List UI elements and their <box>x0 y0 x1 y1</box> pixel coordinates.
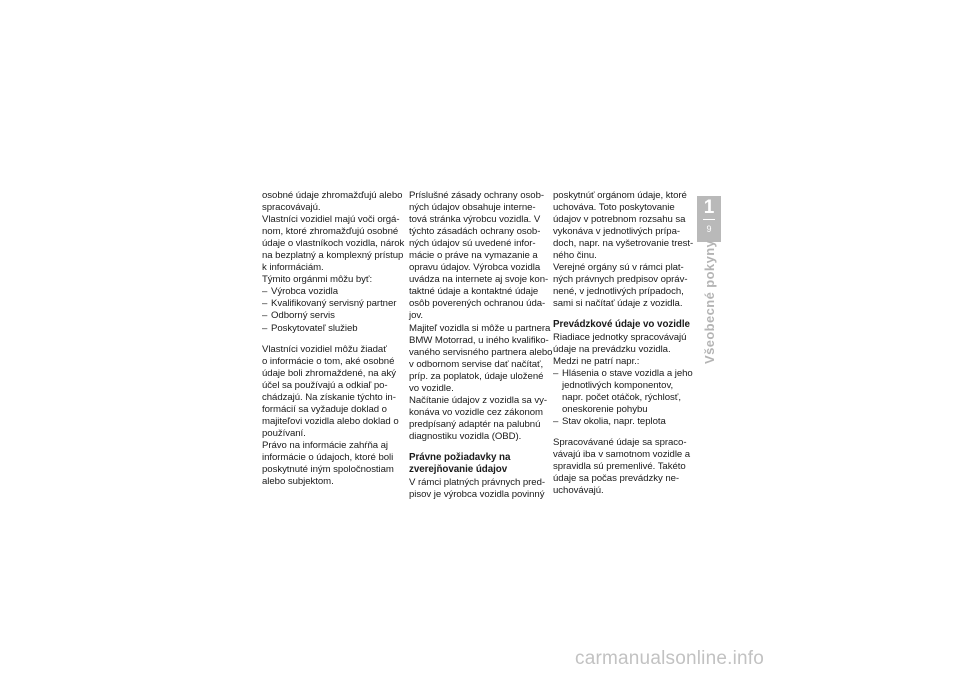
dash-bullet: – <box>262 310 268 322</box>
text-line: údaje boli zhromaždené, na aký <box>262 367 396 379</box>
text-line: BMW Motorrad, u iného kvalifiko- <box>409 334 549 346</box>
list-item <box>262 298 402 310</box>
text-line: diagnostiku vozidla (OBD). <box>409 430 522 442</box>
text-line: opravu údajov. Výrobca vozidla <box>409 262 541 274</box>
text-line: taktné údaje a kontaktné údaje <box>409 286 539 298</box>
text-line: Vlastníci vozidiel majú voči orgá- <box>262 214 400 226</box>
dash-bullet: – <box>262 286 268 298</box>
text-line: majiteľovi vozidla alebo doklad o <box>262 415 399 427</box>
text-line: ných údajov obsahuje interne- <box>409 202 536 214</box>
watermark: carmanualsonline.info <box>575 648 765 669</box>
text-line: Načítanie údajov z vozidla sa vy- <box>409 394 548 406</box>
dash-bullet: – <box>262 298 268 310</box>
list-item <box>262 286 402 298</box>
paragraph-gap <box>262 335 402 344</box>
list-item <box>262 323 402 335</box>
text-line: osobné údaje zhromažďujú alebo <box>262 190 403 201</box>
paragraph-gap <box>553 428 693 437</box>
text-column-3 <box>553 190 693 497</box>
text-line: doch, napr. na vyšetrovanie trest- <box>553 238 694 250</box>
text-line: týchto zásadách ochrany osob- <box>409 226 541 238</box>
list-item-text: Hlásenia o stave vozidla a jeho <box>562 367 693 379</box>
chapter-divider <box>703 219 715 220</box>
text-line: formácií sa vyžaduje doklad o <box>262 403 387 415</box>
text-line: údajov v potrebnom rozsahu sa <box>553 214 686 226</box>
text-line: údaje na prevádzku vozidla. <box>553 343 671 355</box>
text-line: pisov je výrobca vozidla povinný <box>409 488 545 500</box>
text-line: uchovávajú. <box>553 485 604 497</box>
section-heading-line: Prevádzkové údaje vo vozidle <box>553 319 690 331</box>
text-line: mácie o práve na vymazanie a <box>409 250 538 262</box>
chapter-number: 1 <box>703 197 715 218</box>
text-line: spravidla sú premenlivé. Takéto <box>553 461 686 473</box>
text-line: osôb poverených ochranou úda- <box>409 298 546 310</box>
text-line: údaje sa počas prevádzky ne- <box>553 473 680 485</box>
text-line: jov. <box>409 310 424 322</box>
text-line: ných údajov sú uvedené infor- <box>409 238 536 250</box>
text-line: o informácie o tom, aké osobné <box>262 355 395 367</box>
text-line: používaní. <box>262 427 306 439</box>
section-heading-line: Právne požiadavky na <box>409 451 511 463</box>
text-line: Spracovávané údaje sa spraco- <box>553 437 687 449</box>
text-line: Medzi ne patrí napr.: <box>553 355 640 367</box>
text-line: nené, v jednotlivých prípadoch, <box>553 286 684 298</box>
list-item-text: Stav okolia, napr. teplota <box>562 416 666 428</box>
dash-bullet: – <box>553 367 559 379</box>
text-line: poskytnúť orgánom údaje, ktoré <box>553 190 687 201</box>
text-line: chádzajú. Na získanie týchto in- <box>262 391 396 403</box>
text-line: sami si načítať údaje z vozidla. <box>553 298 683 310</box>
text-line: informácie o údajoch, ktoré boli <box>262 451 394 463</box>
dash-bullet: – <box>553 416 559 428</box>
text-line: Verejné orgány sú v rámci plat- <box>553 262 684 274</box>
list-item <box>262 310 402 322</box>
text-line: ného činu. <box>553 250 597 262</box>
text-line: príp. za poplatok, údaje uložené <box>409 370 544 382</box>
list-item-text: Poskytovateľ služieb <box>271 322 358 334</box>
text-line: uvádza na internete aj svoje kon- <box>409 274 549 286</box>
text-line: predpísaný adaptér na palubnú <box>409 418 541 430</box>
text-line: údaje o vlastníkoch vozidla, nárok <box>262 238 405 250</box>
text-line: uchováva. Toto poskytovanie <box>553 202 675 214</box>
text-line: V rámci platných právnych pred- <box>409 476 546 488</box>
text-line: spracovávajú. <box>262 202 321 214</box>
text-line: v odbornom servise dať načítať, <box>409 358 544 370</box>
text-line: vykonáva v jednotlivých prípa- <box>553 226 681 238</box>
text-line: Vlastníci vozidiel môžu žiadať <box>262 343 387 355</box>
text-line: vo vozidle. <box>409 382 454 394</box>
list-item-continuation: oneskorenie pohybu <box>562 404 648 416</box>
list-item-text: Odborný servis <box>271 310 335 322</box>
page-number: 9 <box>706 224 712 234</box>
list-item-continuation: jednotlivých komponentov, <box>562 379 674 391</box>
text-line: Týmito orgánmi môžu byť: <box>262 274 373 286</box>
list-item <box>553 368 693 380</box>
text-line: Riadiace jednotky spracovávajú <box>553 331 687 343</box>
text-line: Majiteľ vozidla si môže u partnera <box>409 322 551 334</box>
text-line: konáva vo vozidle cez zákonom <box>409 406 544 418</box>
paragraph-gap <box>409 443 549 452</box>
text-line: účel sa používajú a odkiaľ po- <box>262 379 388 391</box>
text-column-1 <box>262 190 405 488</box>
paragraph-gap <box>553 310 693 319</box>
text-line: tová stránka výrobcu vozidla. V <box>409 214 541 226</box>
text-line: k informáciám. <box>262 262 324 274</box>
dash-bullet: – <box>262 322 268 334</box>
section-heading-line: zverejňovanie údajov <box>409 464 508 476</box>
text-line: alebo subjektom. <box>262 476 334 488</box>
list-item <box>553 416 693 428</box>
text-line: vávajú iba v samotnom vozidle a <box>553 449 691 461</box>
text-line: ných právnych predpisov opráv- <box>553 274 688 286</box>
list-item-text: Kvalifikovaný servisný partner <box>271 298 397 310</box>
list-item-continuation: napr. počet otáčok, rýchlosť, <box>562 392 681 403</box>
chapter-tab <box>697 196 721 242</box>
text-line: nom, ktoré zhromažďujú osobné <box>262 226 399 238</box>
text-line: Právo na informácie zahŕňa aj <box>262 439 389 451</box>
section-title: Všeobecné pokyny <box>702 239 717 364</box>
list-item-text: Výrobca vozidla <box>271 286 338 298</box>
text-line: poskytnuté iným spoločnostiam <box>262 464 394 476</box>
text-line: vaného servisného partnera alebo <box>409 346 553 358</box>
text-column-2 <box>409 190 553 501</box>
text-line: Príslušné zásady ochrany osob- <box>409 190 545 201</box>
text-line: na bezplatný a komplexný prístup <box>262 250 404 262</box>
